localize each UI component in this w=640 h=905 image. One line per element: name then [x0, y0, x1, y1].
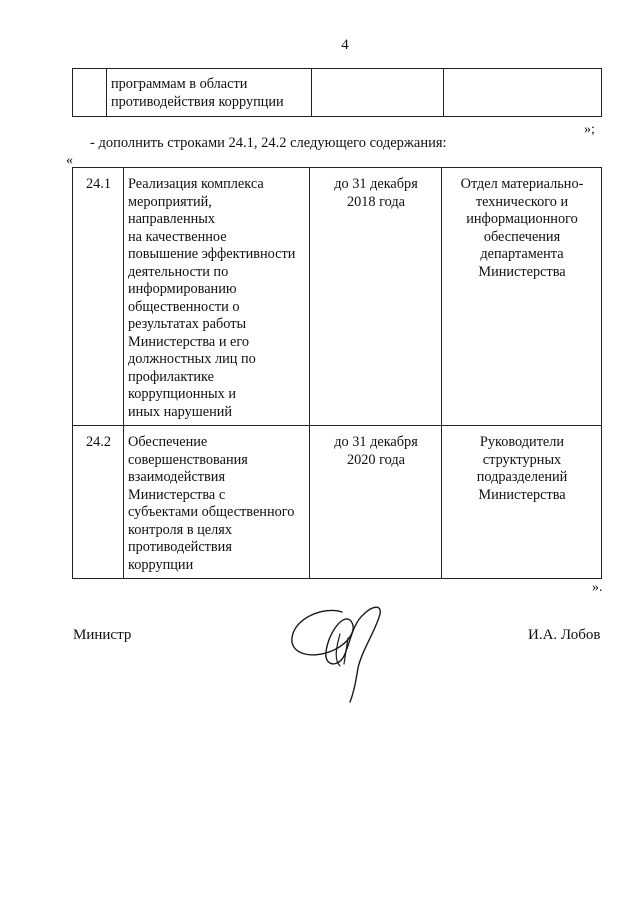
plan-table: [72, 167, 602, 579]
activity-cell: программам в области противодействия коррупции: [107, 69, 312, 117]
closing-quote: »;: [584, 122, 595, 137]
responsible-cell: [444, 69, 602, 117]
closing-quote-final: ».: [592, 580, 603, 595]
table-row: [73, 168, 602, 426]
signatory-position: Министр: [73, 627, 132, 643]
deadline-cell: до 31 декабря 2018 года: [310, 168, 442, 426]
row-number-cell: 24.2: [73, 426, 124, 579]
amendment-instruction: - дополнить строками 24.1, 24.2 следующего содержания:: [90, 135, 447, 151]
responsible-cell: Руководители структурных подразделений Министерства: [442, 426, 602, 579]
deadline-cell: [312, 69, 444, 117]
opening-quote: «: [66, 153, 73, 168]
deadline-cell: до 31 декабря 2020 года: [310, 426, 442, 579]
row-number-cell: 24.1: [73, 168, 124, 426]
signature: [284, 594, 394, 706]
top-table-fragment: [72, 68, 602, 117]
page-number: 4: [341, 37, 349, 53]
row-number-cell: [73, 69, 107, 117]
table-row: [73, 69, 602, 117]
table-row: [73, 426, 602, 579]
activity-cell: Реализация комплекса мероприятий, направленных на качественное повышение эффективности деятельности по информированию общественности о результатах работы Министерства и его должностных лиц по профилактике коррупционных и иных нарушений: [124, 168, 310, 426]
signatory-name: И.А. Лобов: [528, 627, 601, 643]
activity-cell: Обеспечение совершенствования взаимодействия Министерства с субъектами общественного контроля в целях противодействия коррупции: [124, 426, 310, 579]
responsible-cell: Отдел материально- технического и информационного обеспечения департамента Министерства: [442, 168, 602, 426]
